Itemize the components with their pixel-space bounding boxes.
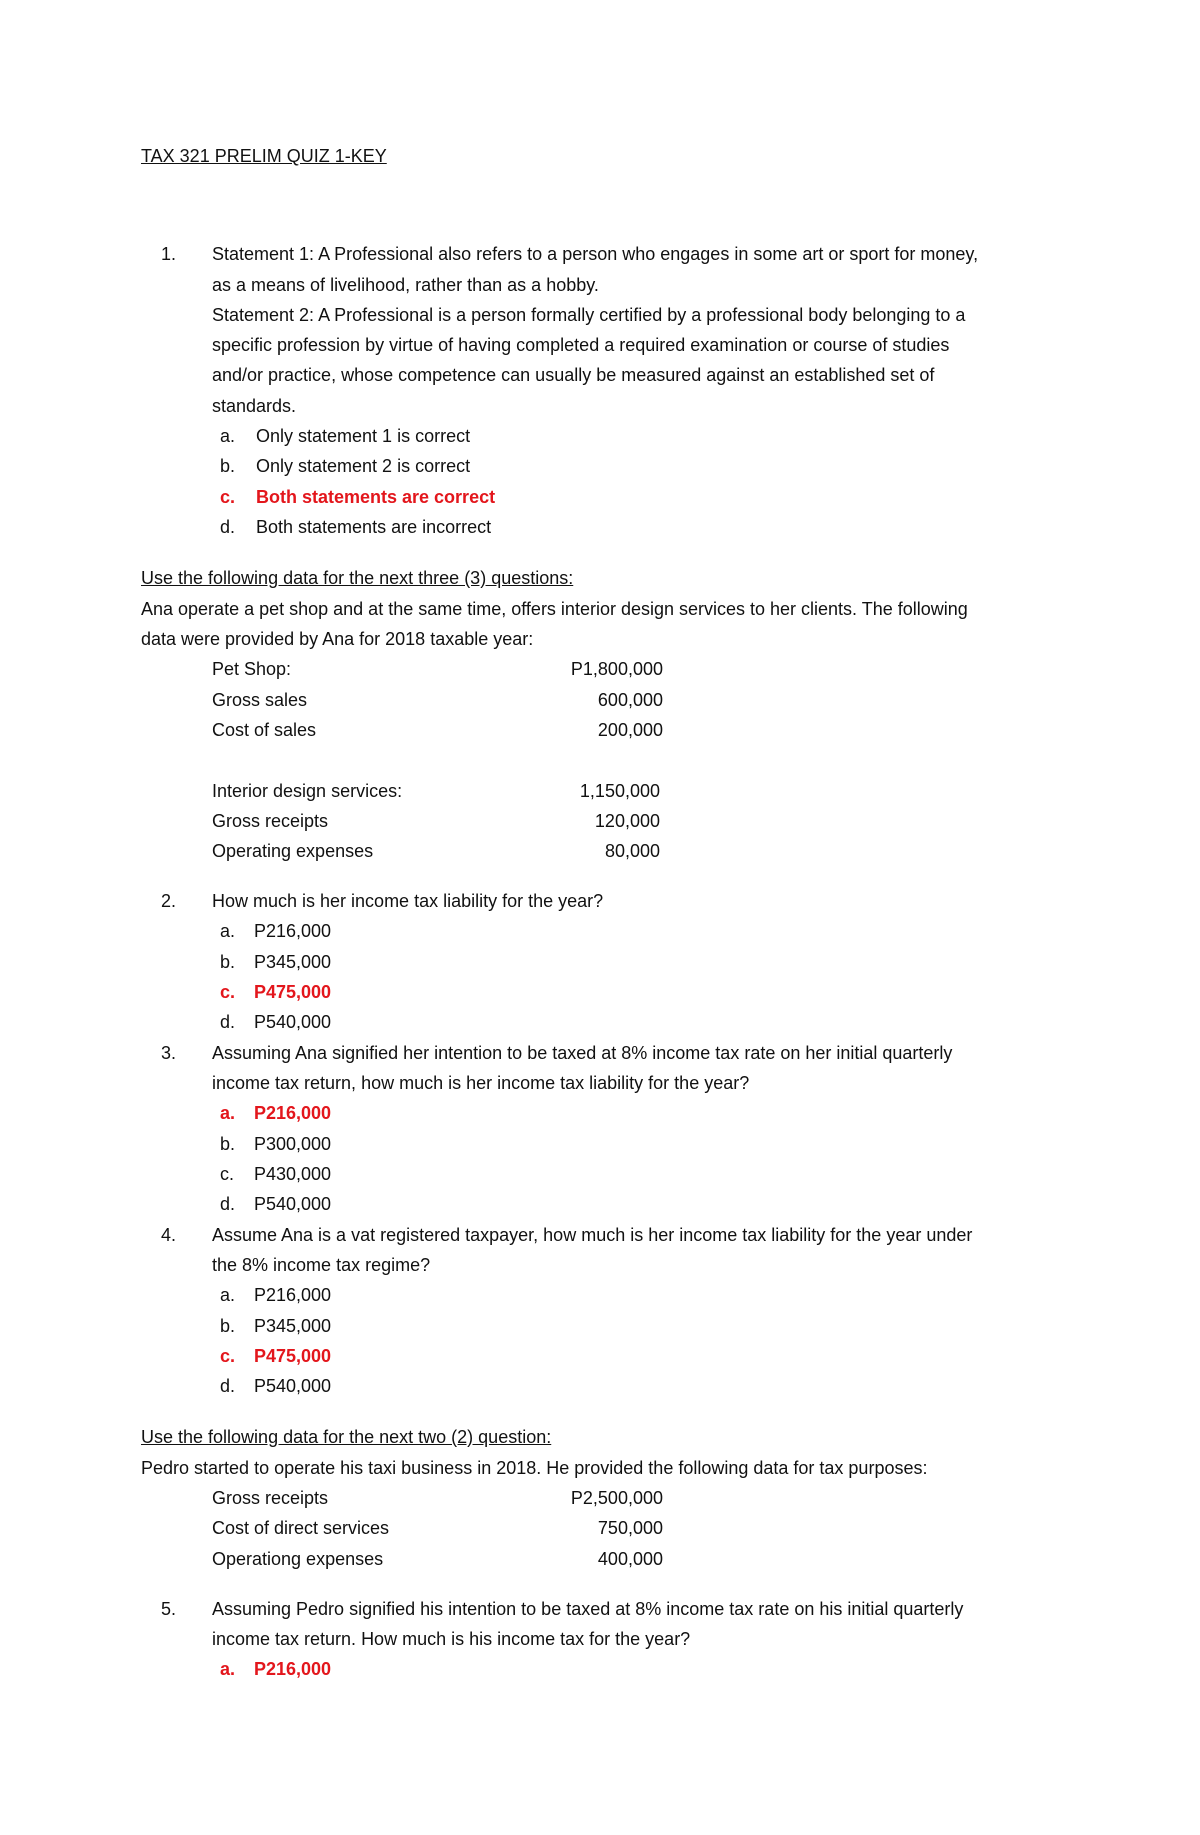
pet-shop-amount: P1,800,000 xyxy=(570,659,663,679)
q5-text-line: Assuming Pedro signified his intention to be taxed at 8% income tax rate on his initial quarterly xyxy=(212,1599,964,1619)
q2-number: 2. xyxy=(160,891,176,911)
q5-option-letter-answer: a. xyxy=(220,1659,236,1679)
q3-option-letter-answer: a. xyxy=(220,1103,236,1123)
q1-text-line: Statement 1: A Professional also refers to a person who engages in some art or sport for money, xyxy=(212,244,979,264)
q4-option-text-answer: P475,000 xyxy=(254,1346,332,1366)
q4-option-letter: d. xyxy=(220,1376,236,1396)
gross-sales-amount: 600,000 xyxy=(597,690,663,710)
q1-number: 1. xyxy=(160,244,176,264)
q4-text-line: Assume Ana is a vat registered taxpayer, how much is her income tax liability for the year under xyxy=(212,1225,973,1245)
q5-text-line: income tax return. How much is his income tax for the year? xyxy=(212,1629,691,1649)
cost-of-sales-label: Cost of sales xyxy=(212,720,317,740)
q1-option-letter-answer: c. xyxy=(220,487,236,507)
gross-sales-label: Gross sales xyxy=(212,690,308,710)
gross-receipts-label: Gross receipts xyxy=(212,811,329,831)
page-title: TAX 321 PRELIM QUIZ 1-KEY xyxy=(141,146,387,166)
q5-option-text-answer: P216,000 xyxy=(254,1659,332,1679)
q1-text-line: as a means of livelihood, rather than as a hobby. xyxy=(212,275,599,295)
q4-number: 4. xyxy=(160,1225,176,1245)
q1-option-text: Only statement 2 is correct xyxy=(256,456,471,476)
q4-option-letter: b. xyxy=(220,1316,236,1336)
q1-text-line: specific profession by virtue of having completed a required examination or course of studies xyxy=(212,335,950,355)
q3-option-text: P540,000 xyxy=(254,1194,332,1214)
operating-expenses-amount: 80,000 xyxy=(604,841,660,861)
section1-intro-line: data were provided by Ana for 2018 taxable year: xyxy=(141,629,534,649)
q3-option-text: P300,000 xyxy=(254,1134,332,1154)
q3-option-letter: c. xyxy=(220,1164,235,1184)
q5-number: 5. xyxy=(160,1599,176,1619)
q2-option-letter-answer: c. xyxy=(220,982,236,1002)
q2-option-text: P216,000 xyxy=(254,921,332,941)
interior-amount: 1,150,000 xyxy=(579,781,660,801)
q3-number: 3. xyxy=(160,1043,176,1063)
q3-option-letter: d. xyxy=(220,1194,236,1214)
section2-heading: Use the following data for the next two (2) question: xyxy=(141,1427,552,1447)
q1-option-text: Both statements are incorrect xyxy=(256,517,492,537)
section1-intro-line: Ana operate a pet shop and at the same time, offers interior design services to her clients. The following xyxy=(141,599,968,619)
q4-option-text: P216,000 xyxy=(254,1285,332,1305)
q4-text-line: the 8% income tax regime? xyxy=(212,1255,431,1275)
q3-option-text-answer: P216,000 xyxy=(254,1103,332,1123)
q1-option-text-answer: Both statements are correct xyxy=(256,487,496,507)
q1-option-letter: d. xyxy=(220,517,236,537)
q2-option-text: P345,000 xyxy=(254,952,332,972)
q4-option-letter-answer: c. xyxy=(220,1346,236,1366)
q2-text-line: How much is her income tax liability for the year? xyxy=(212,891,604,911)
pet-shop-label: Pet Shop: xyxy=(212,659,292,679)
pedro-gross-receipts-amount: P2,500,000 xyxy=(570,1488,663,1508)
cost-of-sales-amount: 200,000 xyxy=(597,720,663,740)
q3-option-letter: b. xyxy=(220,1134,236,1154)
q1-text-line: Statement 2: A Professional is a person formally certified by a professional body belonging to a xyxy=(212,305,966,325)
section2-intro-line: Pedro started to operate his taxi business in 2018. He provided the following data for tax purposes: xyxy=(141,1458,928,1478)
pedro-cost-direct-amount: 750,000 xyxy=(597,1518,663,1538)
q4-option-letter: a. xyxy=(220,1285,236,1305)
q2-option-letter: d. xyxy=(220,1012,236,1032)
q2-option-letter: b. xyxy=(220,952,236,972)
q1-option-letter: b. xyxy=(220,456,236,476)
pedro-operating-amount: 400,000 xyxy=(597,1549,663,1569)
q1-option-text: Only statement 1 is correct xyxy=(256,426,471,446)
pedro-operating-label: Operationg expenses xyxy=(212,1549,384,1569)
gross-receipts-amount: 120,000 xyxy=(594,811,660,831)
q1-text-line: standards. xyxy=(212,396,297,416)
pedro-cost-direct-label: Cost of direct services xyxy=(212,1518,390,1538)
q3-text-line: Assuming Ana signified her intention to be taxed at 8% income tax rate on her initial quarterly xyxy=(212,1043,953,1063)
q3-text-line: income tax return, how much is her income tax liability for the year? xyxy=(212,1073,750,1093)
q3-option-text: P430,000 xyxy=(254,1164,332,1184)
q2-option-letter: a. xyxy=(220,921,236,941)
interior-label: Interior design services: xyxy=(212,781,403,801)
pedro-gross-receipts-label: Gross receipts xyxy=(212,1488,329,1508)
section1-heading: Use the following data for the next three (3) questions: xyxy=(141,568,574,588)
operating-expenses-label: Operating expenses xyxy=(212,841,374,861)
q2-option-text: P540,000 xyxy=(254,1012,332,1032)
q2-option-text-answer: P475,000 xyxy=(254,982,332,1002)
q4-option-text: P345,000 xyxy=(254,1316,332,1336)
q1-text-line: and/or practice, whose competence can usually be measured against an established set of xyxy=(212,365,935,385)
q4-option-text: P540,000 xyxy=(254,1376,332,1396)
q1-option-letter: a. xyxy=(220,426,236,446)
